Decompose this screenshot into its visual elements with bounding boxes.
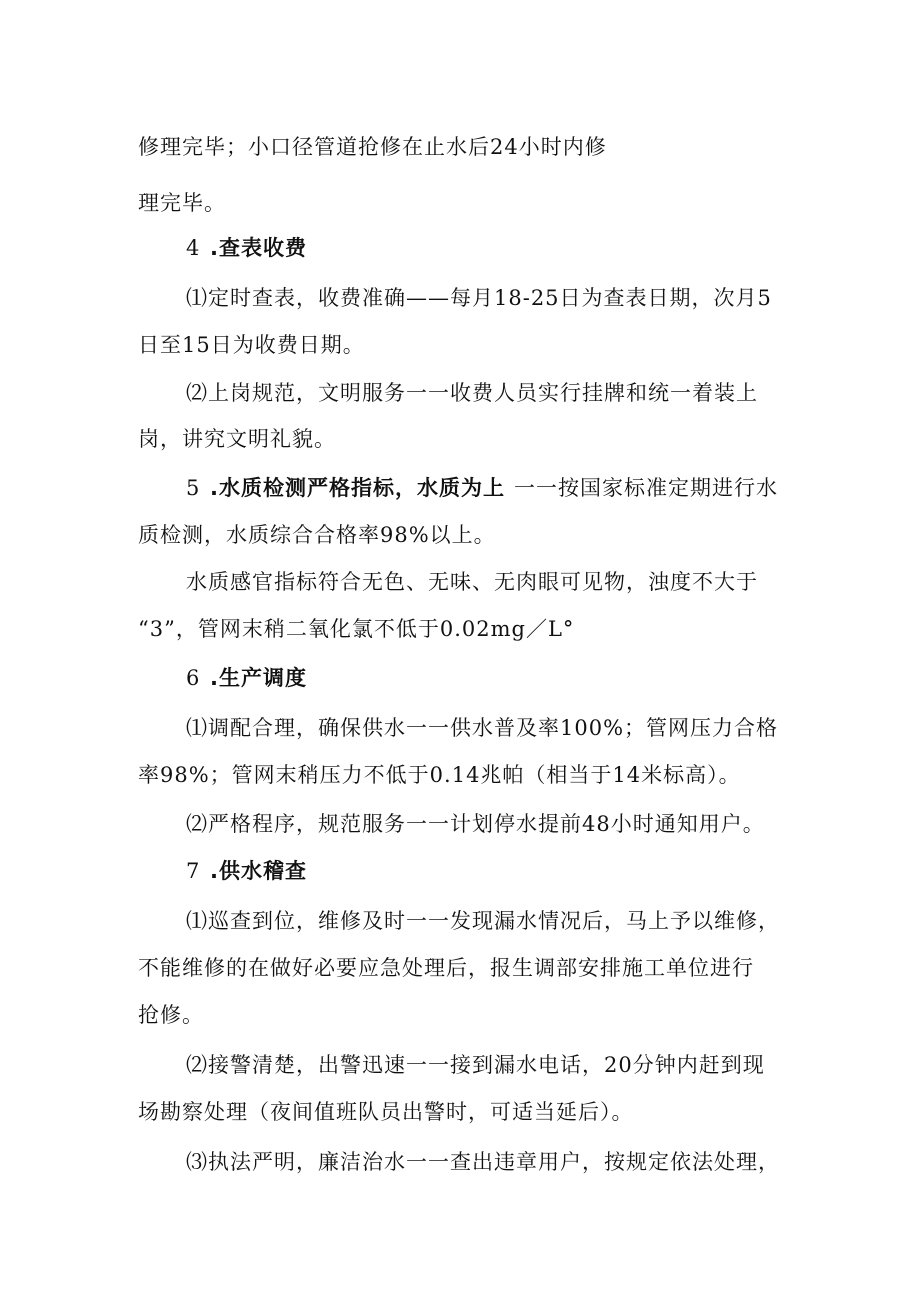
text-line: 不能维修的在做好必要应急处理后，报生调部安排施工单位进行 [138, 956, 754, 980]
section-number: 6 [186, 666, 201, 690]
section-heading: .水质检测严格指标，水质为上 [210, 476, 505, 500]
text-line: 一一按国家标准定期进行水 [514, 476, 778, 500]
text-line: ⑵接警清楚，出警迅速一一接到漏水电话，20分钟内赶到现 [186, 1053, 765, 1077]
text-line: “3”，管网末稍二氧化氯不低于0.02mg／L° [138, 617, 575, 641]
section-heading: .供水稽查 [210, 859, 307, 883]
text-line: ⑴定时查表，收费准确——每月18-25日为查表日期，次月5 [186, 286, 772, 310]
text-line: 水质感官指标符合无色、无味、无肉眼可见物，浊度不大于 [186, 570, 758, 594]
text-line: 率98%；管网末稍压力不低于0.14兆帕（相当于14米标高）。 [138, 763, 741, 787]
text-line: ⑴调配合理，确保供水一一供水普及率100%；管网压力合格 [186, 716, 779, 740]
section-number: 5 [186, 476, 201, 500]
text-line: ⑵严格程序，规范服务一一计划停水提前48小时通知用户。 [186, 812, 765, 836]
section-number: 4 [186, 236, 201, 260]
section-number: 7 [186, 859, 201, 883]
text-line: 日至15日为收费日期。 [138, 333, 365, 357]
text-line: ⑵上岗规范，文明服务一一收费人员实行挂牌和统一着装上 [186, 381, 758, 405]
text-line: ⑶执法严明，廉洁治水一一查出违章用户，按规定依法处理， [186, 1150, 780, 1174]
text-line: 抢修。 [138, 1003, 204, 1027]
section-heading: .生产调度 [210, 666, 307, 690]
text-line: 场勘察处理（夜间值班队员出警时，可适当延后）。 [138, 1100, 634, 1124]
text-line: 理完毕。 [138, 191, 226, 215]
text-line: 修理完毕；小口径管道抢修在止水后24小时内修 [138, 135, 607, 159]
text-line: 质检测，水质综合合格率98%以上。 [138, 523, 496, 547]
text-line: ⑴巡查到位，维修及时一一发现漏水情况后，马上予以维修， [186, 909, 780, 933]
section-heading: .查表收费 [210, 236, 307, 260]
text-line: 岗，讲究文明礼貌。 [138, 427, 336, 451]
